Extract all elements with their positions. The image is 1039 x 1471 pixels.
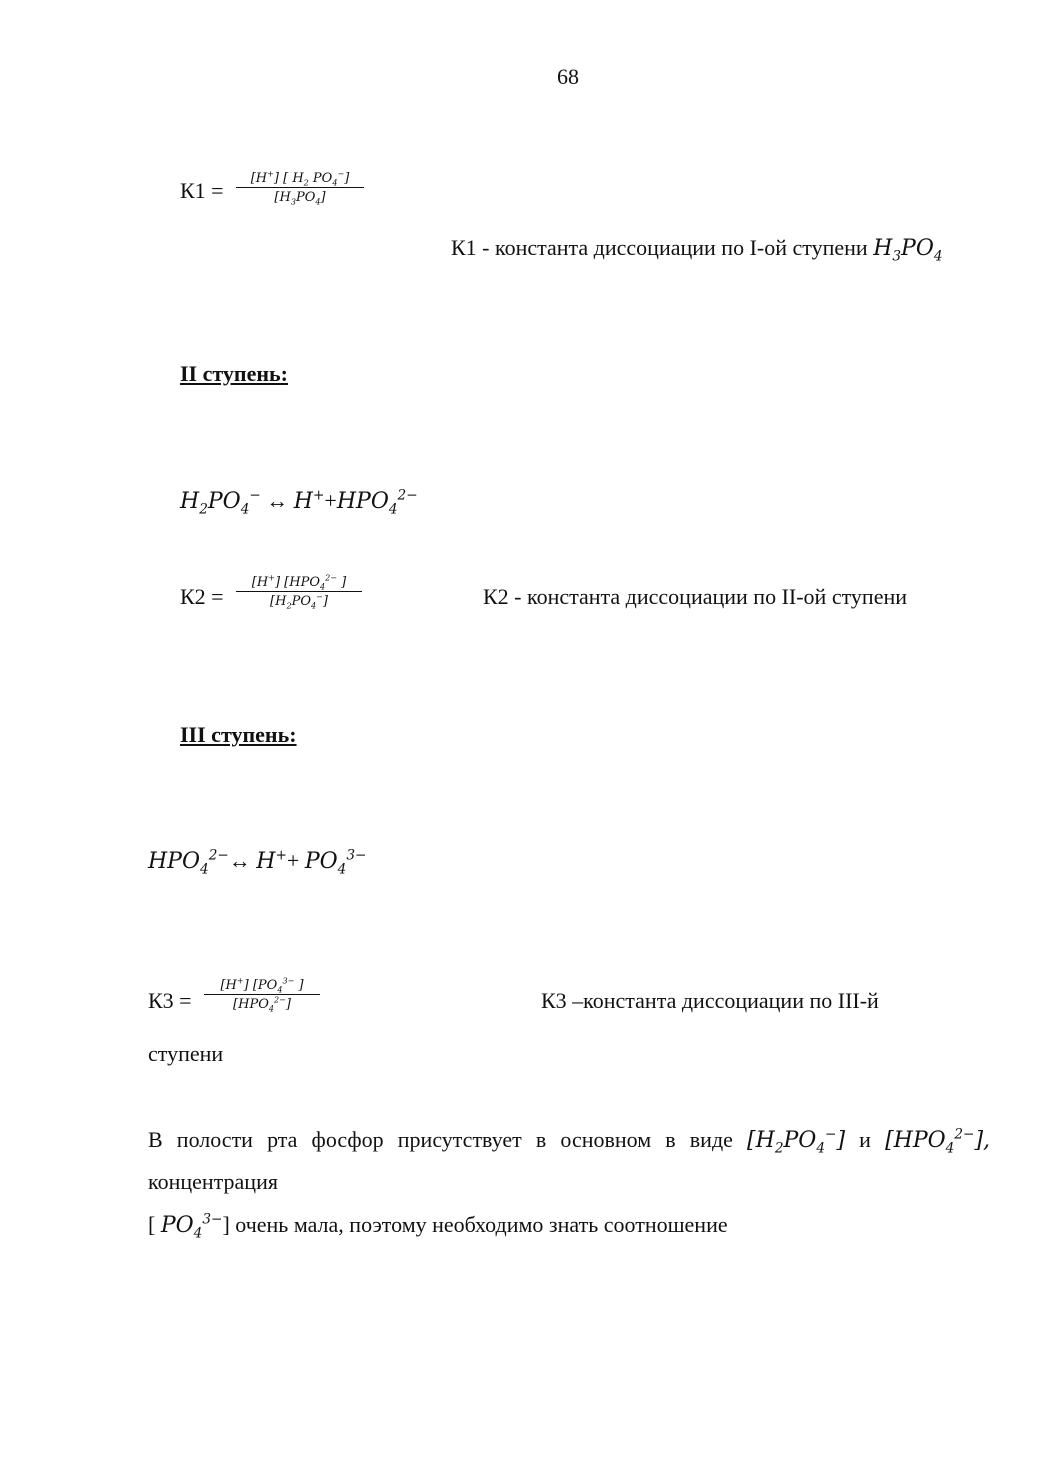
k1-fraction [236,170,364,205]
stage-2-heading: II ступень: [180,361,288,386]
page-number: 68 [557,64,579,89]
k2-description: К2 - константа диссоциации по II-ой ступени [483,584,908,609]
k3-numerator: [H+] [$PO_4^{3-}$ ] [204,977,320,995]
stage-3-heading: III ступень: [180,722,297,747]
k2-numerator: [H+] [$HPO_4^{2-}$ ] [236,574,362,592]
k3-description-continued: ступени [148,1041,224,1066]
k1-description: К1 - константа диссоциации по I-ой ступени $H_3PO_4$ [451,235,943,265]
k2-denominator: $[H_2PO_4^-]$ [270,592,328,611]
k3-fraction [204,977,320,1012]
stage-2-equation: $H_2PO_4^-$ ↔ $H^++HPO_4^{2-}$ [180,487,418,518]
k3-description: К3 –константа диссоциации по III-й [541,988,879,1013]
k1-numerator: [H+] [ $H_2$ $PO_4^-$] [236,170,364,188]
k2-label: К2 = [180,584,224,609]
k1-denominator: $[H_3PO_4]$ [274,190,326,207]
k1-label: К1 = [180,178,224,203]
k3-denominator: $[HPO_4^{2-}]$ [233,995,291,1014]
k2-fraction [236,574,362,609]
paragraph-line-3: [ $PO_4^{3-}$] очень мала, поэтому необходимо знать соотношение [148,1211,728,1242]
stage-3-equation: $HPO_4^{2-}\leftrightarrow$ $H^++ PO_4^{3-}$ [148,847,367,878]
paragraph-line-1: В полости рта фосфор присутствует в основном в виде $[H_2PO_4^-]$ и $[HPO_4^{2-}]$, [148,1126,991,1157]
k3-label: К3 = [148,988,192,1013]
paragraph-line-2: концентрация [148,1169,278,1194]
